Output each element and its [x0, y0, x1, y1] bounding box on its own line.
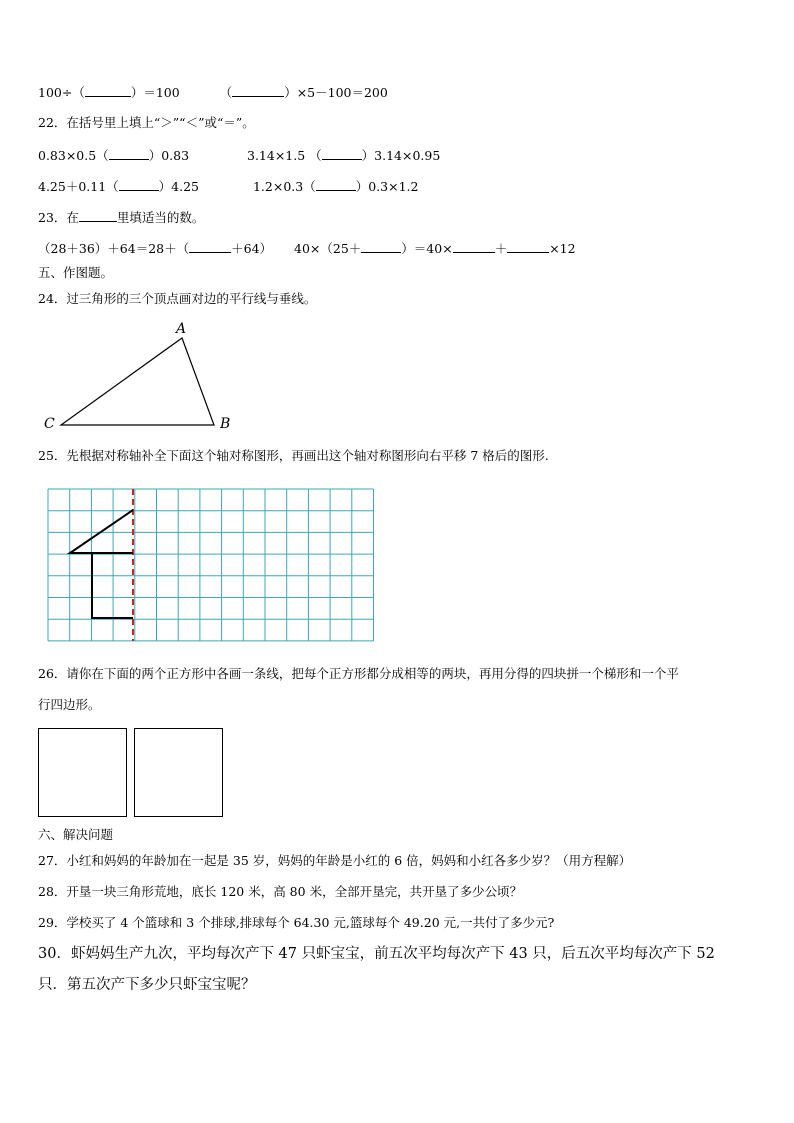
- q23b-blank2[interactable]: [453, 240, 495, 253]
- section-5-heading: 五、作图题。: [38, 265, 114, 280]
- q23b-suffix: ×12: [549, 241, 576, 256]
- q23-title-blank: [79, 209, 117, 222]
- q22-r1b-prefix: 3.14×1.5 （: [247, 148, 322, 163]
- q22-r2a-suffix: ）4.25: [158, 179, 200, 194]
- q24-vertex-b-label: B: [220, 416, 231, 432]
- q23b-blank1[interactable]: [361, 240, 401, 253]
- q21a-blank[interactable]: [85, 84, 131, 97]
- q23b-blank3[interactable]: [507, 240, 549, 253]
- q23a-blank[interactable]: [189, 240, 231, 253]
- q22-r1a-suffix: ）0.83: [148, 148, 190, 163]
- q23b-mid1: ）＝40×: [401, 241, 453, 256]
- q22-title: 22．在括号里上填上“＞”“＜”或“＝”。: [38, 115, 255, 130]
- q23-row: [38, 240, 576, 257]
- q23-title: [38, 209, 204, 226]
- q22-r2b-suffix: ）0.3×1.2: [355, 179, 419, 194]
- q29-text: 29．学校买了 4 个篮球和 3 个排球,排球每个 64.30 元,篮球每个 49.20 元,一共付了多少元?: [38, 915, 555, 930]
- q22-r1a-prefix: 0.83×0.5（: [38, 148, 109, 163]
- q21b-suffix: ）×5－100＝200: [284, 85, 388, 100]
- q23b-mid2: ＋: [494, 241, 508, 256]
- q23a-suffix: ＋64）: [231, 241, 273, 256]
- q24-triangle: [61, 338, 214, 425]
- q24-title: 24．过三角形的三个顶点画对边的平行线与垂线。: [38, 291, 317, 306]
- q27-text: 27．小红和妈妈的年龄加在一起是 35 岁，妈妈的年龄是小红的 6 倍，妈妈和小红各多少岁？（用方程解）: [38, 853, 632, 868]
- q26-line1: 26．请你在下面的两个正方形中各画一条线，把每个正方形都分成相等的两块，再用分得的四块拼一个梯形和一个平: [38, 666, 679, 681]
- q22-row2: [38, 178, 418, 195]
- q21a-suffix: ）＝100: [130, 85, 180, 100]
- q24-vertex-a-label: A: [176, 321, 187, 337]
- q21-line: [38, 84, 388, 101]
- q21b-blank[interactable]: [232, 84, 284, 97]
- q21a-prefix: 100÷（: [38, 85, 85, 100]
- q23-title-prefix: 23．在: [38, 210, 79, 225]
- q30-line2: 只．第五次产下多少只虾宝宝呢？: [38, 977, 256, 993]
- q23a-prefix: （28＋36）＋64＝28＋（: [38, 241, 190, 256]
- q22-r2b-prefix: 1.2×0.3（: [252, 179, 316, 194]
- q22-r1b-blank[interactable]: [322, 147, 362, 160]
- q24-triangle-figure: [36, 318, 256, 434]
- section-6-heading: 六、解决问题: [38, 827, 114, 842]
- q21b-prefix: （: [219, 85, 233, 100]
- q22-r2b-blank[interactable]: [316, 178, 356, 191]
- q26-square-right[interactable]: [134, 728, 223, 817]
- q22-r2a-prefix: 4.25＋0.11（: [38, 179, 119, 194]
- q26-line2: 行四边形。: [38, 697, 101, 712]
- q25-title: 25．先根据对称轴补全下面这个轴对称图形，再画出这个轴对称图形向右平移 7 格后的图形.: [38, 448, 549, 463]
- q22-row1: [38, 147, 440, 164]
- q22-r2a-blank[interactable]: [119, 178, 159, 191]
- q23-title-suffix: 里填适当的数。: [116, 210, 205, 225]
- q25-grid-figure[interactable]: [46, 487, 388, 643]
- half-figure: [70, 510, 133, 553]
- q28-text: 28．开垦一块三角形荒地，底长 120 米，高 80 米，全部开垦完，共开垦了多少公顷？: [38, 884, 523, 899]
- q26-square-left[interactable]: [38, 728, 127, 817]
- q30-line1: 30．虾妈妈生产九次，平均每次产下 47 只虾宝宝，前五次平均每次产下 43 只，后五次平均每次产下 52: [38, 946, 715, 962]
- q22-r1a-blank[interactable]: [109, 147, 149, 160]
- q22-r1b-suffix: ）3.14×0.95: [361, 148, 441, 163]
- half-figure-leg: [92, 553, 133, 618]
- q24-vertex-c-label: C: [44, 416, 55, 432]
- q23b-prefix: 40×（25＋: [294, 241, 362, 256]
